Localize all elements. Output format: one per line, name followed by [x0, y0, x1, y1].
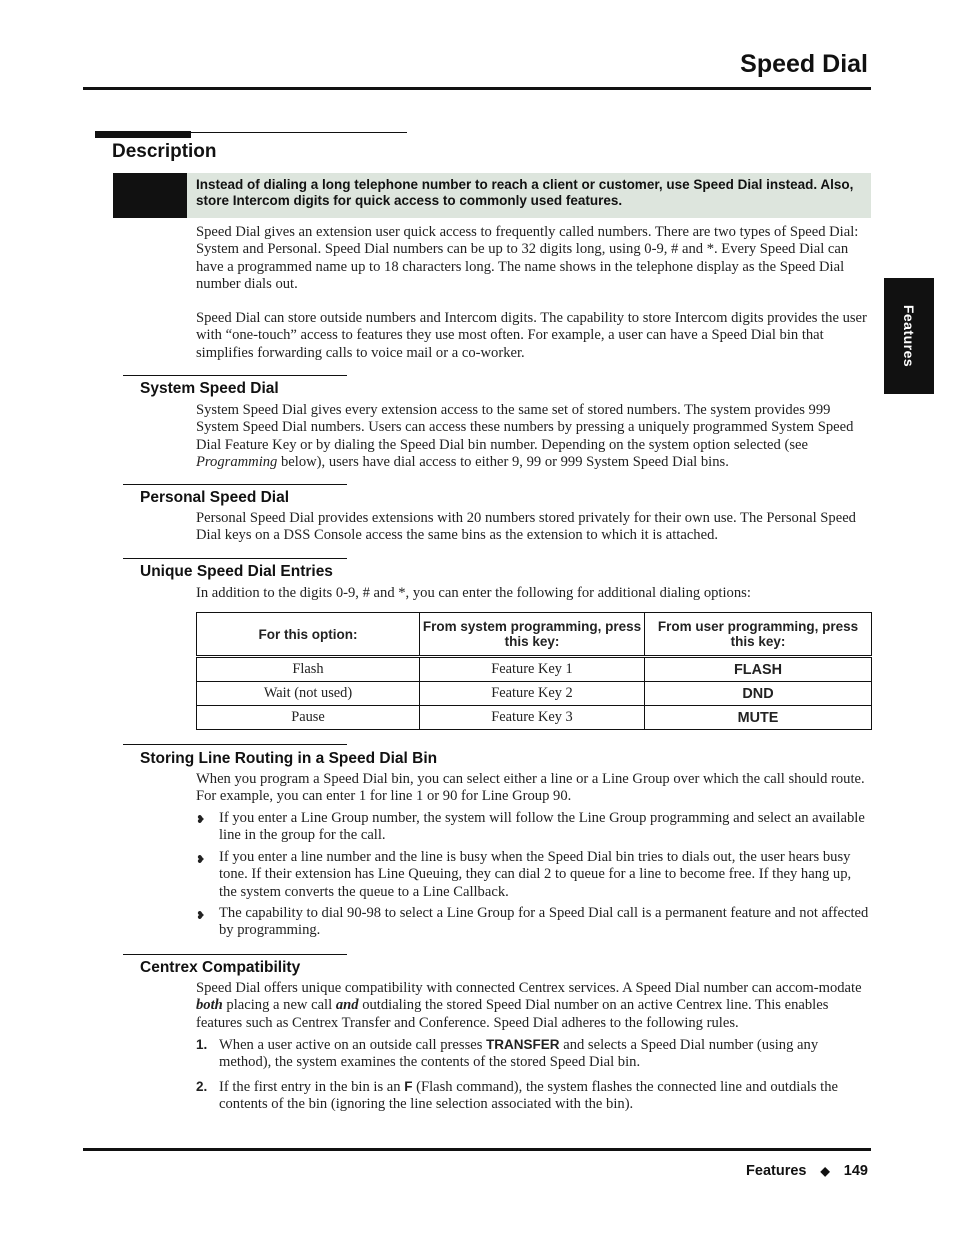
line-routing-intro: When you program a Speed Dial bin, you can select either a line or a Line Group over which the call should route. For example, you can enter 1 for line 1 or 90 for Line Group 90.: [196, 771, 865, 805]
section-rule: [123, 744, 347, 745]
page-title: Speed Dial: [740, 50, 868, 78]
footer-rule: [83, 1148, 871, 1151]
list-number: 2.: [196, 1079, 208, 1094]
section-rule: [123, 954, 347, 955]
table-header-cell: From system programming, press this key:: [420, 613, 645, 657]
bullet-icon: ❥: [196, 910, 206, 922]
bullet-icon: ❥: [196, 854, 206, 866]
table-row: [197, 657, 872, 682]
section-rule: [123, 558, 347, 559]
table-cell: Pause: [197, 706, 420, 730]
personal-speed-dial-text: Personal Speed Dial provides extensions with 20 numbers stored privately for their own use. The Personal Speed Dial keys on a DSS Console access the same bins as the extension to which it is attached.: [196, 510, 856, 544]
summary-text: Instead of dialing a long telephone number to reach a client or customer, use Speed Dial instead. Also, store Intercom digits for quick access to commonly used features.: [196, 177, 854, 208]
table-cell: DND: [645, 682, 872, 706]
list-item: If you enter a Line Group number, the system will follow the Line Group programming and select an available line in the group for the call.: [219, 810, 865, 844]
section-rule: [123, 484, 347, 485]
centrex-heading: Centrex Compatibility: [140, 959, 301, 976]
system-speed-dial-text: System Speed Dial gives every extension access to the same set of stored numbers. The system provides 999 System Speed Dial numbers. Users can access these numbers by pressing a uniquely programmed System Speed Dial Feature Key or by dialing the Speed Dial bin number. Depending on the system option selected (see Programming below), users have dial access to either 9, 99 or 999 System Speed Dial bins.: [196, 402, 854, 470]
table-header-cell: From user programming, press this key:: [645, 613, 872, 657]
page-number: 149: [843, 1163, 868, 1179]
table-cell: Flash: [197, 657, 420, 682]
table-cell: Feature Key 3: [420, 706, 645, 730]
personal-speed-dial-heading: Personal Speed Dial: [140, 489, 290, 506]
table-header-cell: For this option:: [197, 613, 420, 657]
description-bar: [95, 131, 191, 138]
table-cell: MUTE: [645, 706, 872, 730]
description-paragraph-2: Speed Dial can store outside numbers and Intercom digits. The capability to store Intercom digits provides the user with “one-touch” access to features they use most often. For example, a user can have a Speed Dial bin that simplifies forwarding calls to voice mail or a co-worker.: [196, 310, 867, 361]
section-rule: [123, 375, 347, 376]
list-item: If the first entry in the bin is an F (Flash command), the system flashes the connected line and outdials the contents of the bin (ignoring the line selection associated with the bin).: [219, 1079, 839, 1113]
side-tab: [884, 278, 934, 394]
header-rule: [83, 87, 871, 90]
list-item: The capability to dial 90-98 to select a Line Group for a Speed Dial call is a permanent feature and not affected by programming.: [219, 905, 869, 939]
list-item: When a user active on an outside call presses TRANSFER and selects a Speed Dial number (using any method), the system examines the contents of the stored Speed Dial bin.: [219, 1037, 819, 1071]
system-speed-dial-heading: System Speed Dial: [140, 380, 279, 397]
table-row: [197, 682, 872, 706]
table-cell: Wait (not used): [197, 682, 420, 706]
table-header-row: [197, 613, 872, 657]
summary-marker: [113, 173, 187, 218]
table-cell: Feature Key 1: [420, 657, 645, 682]
centrex-paragraph: Speed Dial offers unique compatibility with connected Centrex services. A Speed Dial number can accom-modate both placing a new call and outdialing the stored Speed Dial number on an active Centrex line. This enables features such as Centrex Transfer and Conference. Speed Dial adheres to the following rules.: [196, 980, 862, 1031]
table-cell: FLASH: [645, 657, 872, 682]
description-paragraph-1: Speed Dial gives an extension user quick access to frequently called numbers. There are two types of Speed Dial: System and Personal. Speed Dial numbers can be up to 32 digits long, using 0-9, # and *. Every Speed Dial can have a programmed name up to 18 characters long. The name shows in the telephone display as the Speed Dial number dials out.: [196, 224, 859, 292]
unique-entries-intro: In addition to the digits 0-9, # and *, you can enter the following for additional dialing options:: [196, 585, 751, 601]
list-number: 1.: [196, 1037, 208, 1052]
options-table: [196, 612, 872, 730]
bullet-icon: ❥: [196, 814, 206, 826]
footer-section: Features: [746, 1163, 807, 1179]
diamond-icon: ◆: [820, 1164, 830, 1178]
table-row: [197, 706, 872, 730]
side-tab-label: Features: [901, 304, 917, 368]
description-heading: Description: [112, 141, 217, 162]
footer: [746, 1163, 868, 1179]
unique-entries-heading: Unique Speed Dial Entries: [140, 563, 333, 580]
list-item: If you enter a line number and the line is busy when the Speed Dial bin tries to dials out, the user hears busy tone. If their extension has Line Queuing, they can dial 2 to queue for a line to become free. If they hang up, the system converts the queue to a Line Callback.: [219, 849, 852, 900]
table-cell: Feature Key 2: [420, 682, 645, 706]
line-routing-heading: Storing Line Routing in a Speed Dial Bin: [140, 750, 438, 767]
